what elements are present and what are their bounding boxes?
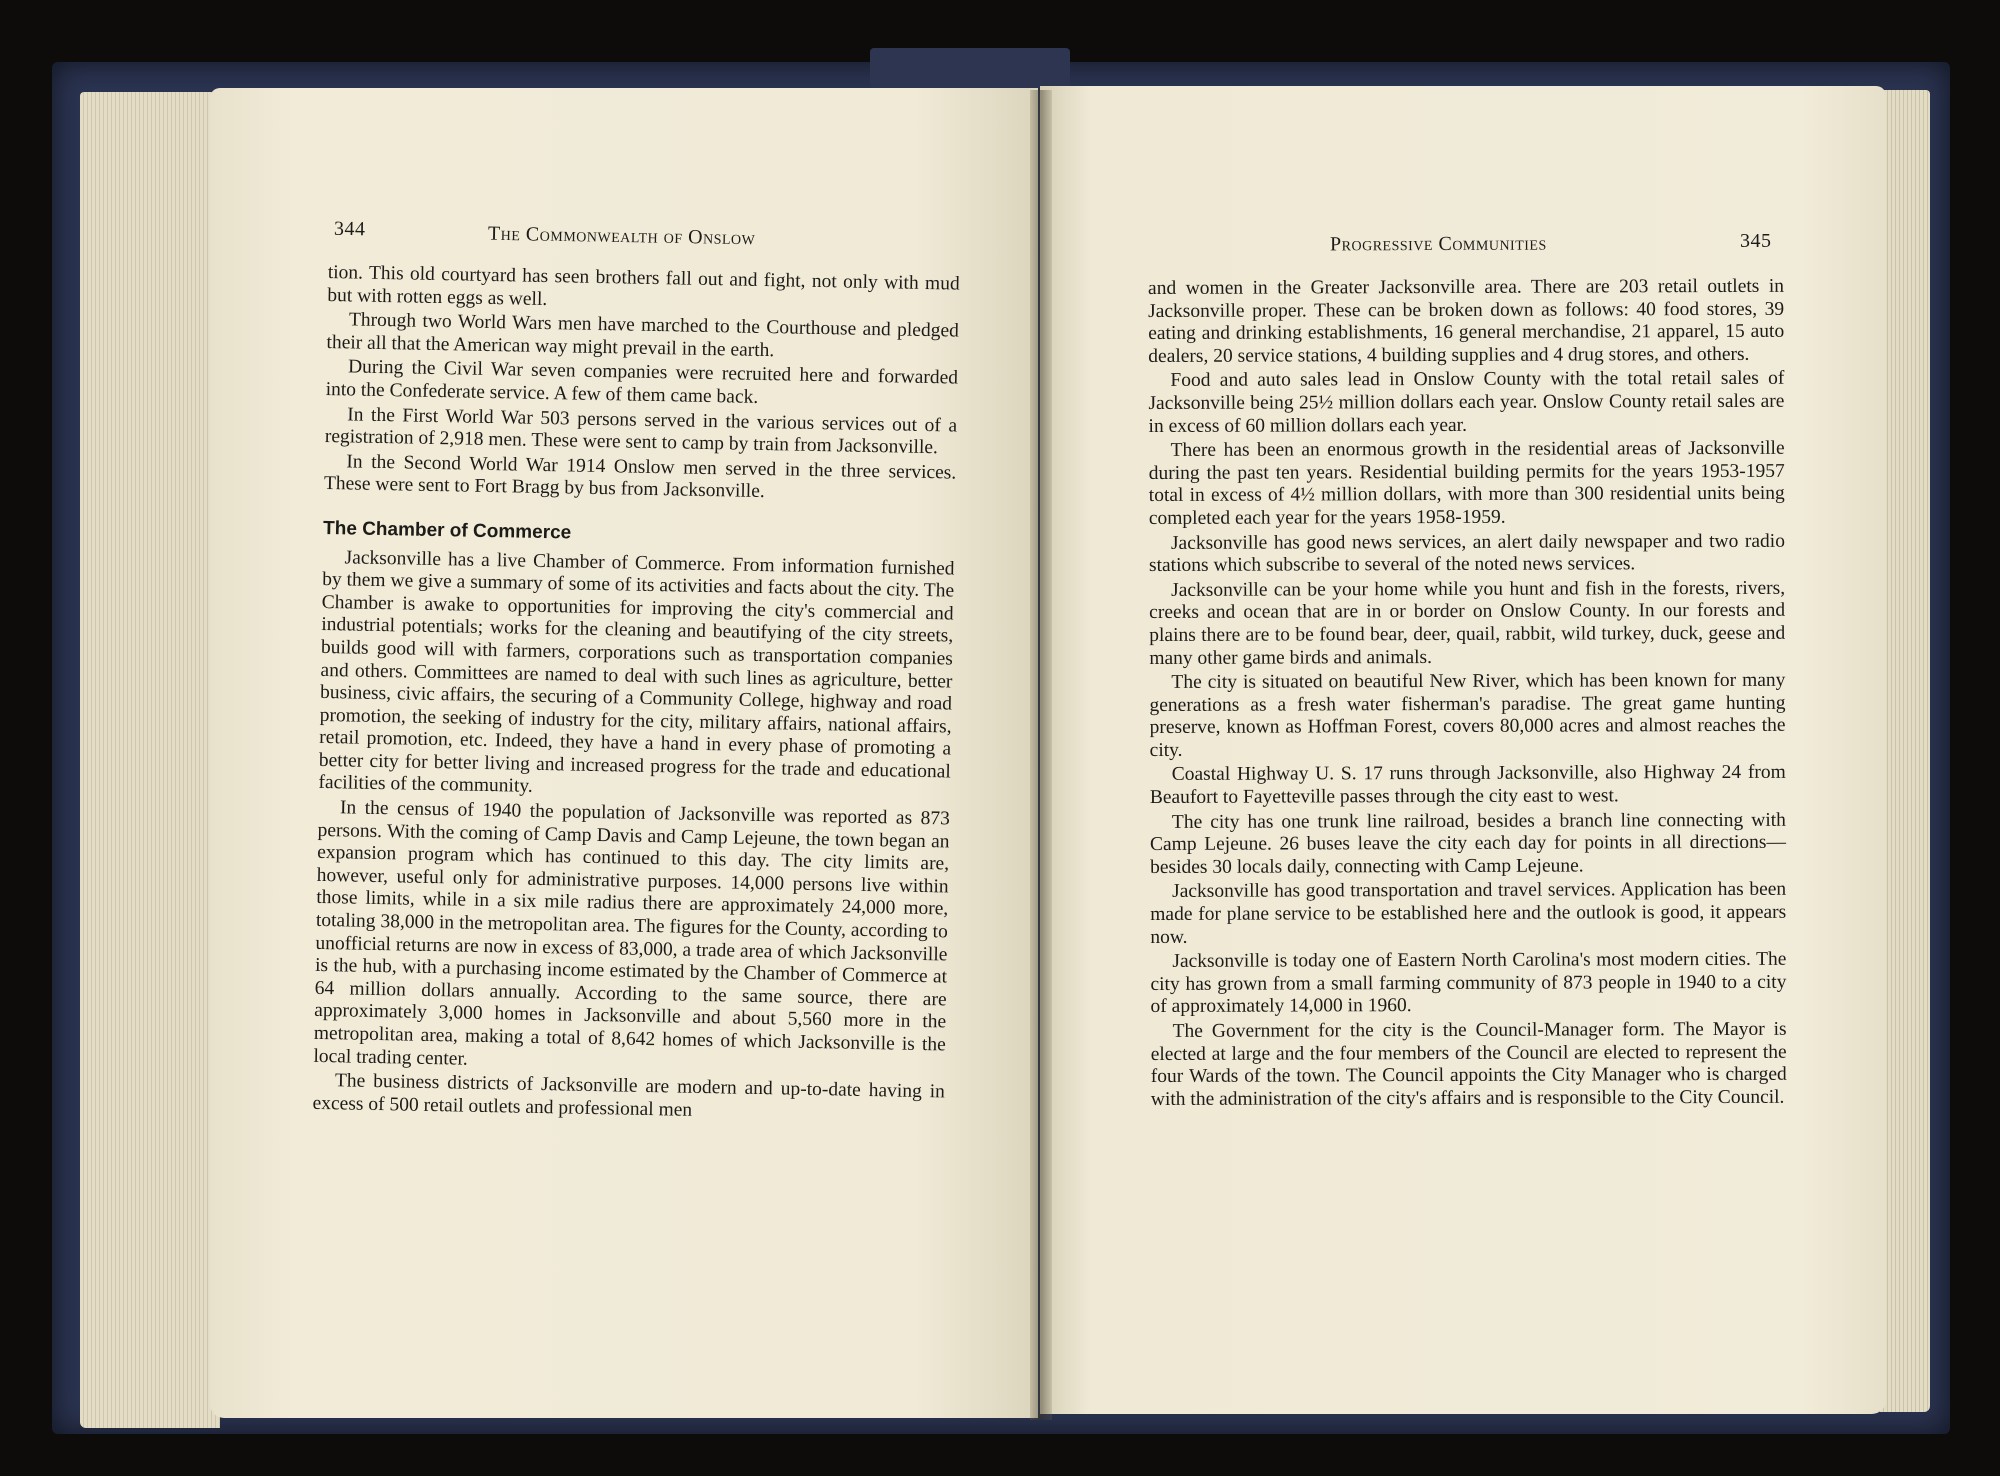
page-edges-left (80, 92, 220, 1428)
paragraph: In the census of 1940 the population of Jacksonville was reported as 873 persons. With the coming of Camp Davis and Camp Lejeune, the town began an expansion program which has continued to this day. The city limits are, however, useful only for administrative purposes. 14,000 persons live within those limits, while in a six mile radius there are approximately 24,000 more, totaling 38,000 in the metropolitan area. The figures for the County, according to unofficial returns are now in excess of 83,000, a trade area of which Jacksonville is the hub, with a purchasing income estimated by the Chamber of Commerce at 64 million dollars annually. According to the same source, there are approximately 3,000 homes in Jacksonville and about 5,560 more in the metropolitan area, making a total of 8,642 homes of which Jacksonville is the local trading center. (313, 797, 951, 1070)
paragraph: In the Second World War 1914 Onslow men served in the three services. These were sent to Fort Bragg by bus from Jacksonville. (323, 451, 957, 503)
paragraph: The city has one trunk line railroad, besides a branch line connecting with Camp Lejeune. 26 buses leave the city each day for points in all directions—besides 30 locals daily, connecting with Camp Lejeune. (1149, 809, 1787, 878)
paragraph: In the First World War 503 persons served in the various services out of a registration of 2,918 men. These were sent to camp by train from Jacksonville. (324, 403, 958, 459)
right-running-head: Progressive Communities (1329, 232, 1547, 256)
right-page-number: 345 (1740, 230, 1772, 252)
left-page-text (312, 262, 960, 1127)
paragraph: Food and auto sales lead in Onslow County with the total retail sales of Jacksonville being 25½ million dollars each year. Onslow County retail sales are in excess of 60 million dollars each year. (1148, 368, 1785, 437)
paragraph: Jacksonville can be your home while you hunt and fish in the forests, rivers, creeks and ocean that are in or border on Onslow County. In our forests and plains there are to be found bear, deer, quail, rabbit, wild turkey, duck, geese and many other game birds and animals. (1149, 577, 1786, 669)
paragraph: There has been an enormous growth in the residential areas of Jacksonville during the past ten years. Residential building permits for the years 1953-1957 total in excess of 4½ million dollars, with more than 300 residential units being completed each year for the years 1958-1959. (1148, 437, 1785, 529)
right-page-text (1148, 276, 1787, 1112)
paragraph: During the Civil War seven companies were recruited here and forwarded into the Confederate service. A few of them came back. (325, 356, 959, 408)
paragraph: The Government for the city is the Council-Manager form. The Mayor is elected at large and the four members of the Council are elected to represent the four Wards of the town. The Council appoints the City Manager who is charged with the administration of the city's affairs and is responsible to the City Council. (1150, 1018, 1787, 1110)
paragraph: Jacksonville has a live Chamber of Commerce. From information furnished by them we give a summary of some of its activities and facts about the city. The Chamber is awake to opportunities for improving the city's commercial and industrial potentials; works for the cleaning and beautifying of the city streets, builds good will with farmers, corporations such as transportation companies and others. Committees are named to deal with such lines as agriculture, better business, civic affairs, the securing of a Community College, highway and road promotion, the seeking of industry for the city, military affairs, national affairs, retail promotion, etc. Indeed, they have a hand in every phase of promoting a better city for better living and increased progress for the trade and educational facilities of the community. (318, 546, 955, 798)
book-spine (870, 48, 1070, 88)
paragraph: tion. This old courtyard has seen brothers fall out and fight, not only with mud but with rotten eggs as well. (327, 262, 960, 310)
book-gutter (1030, 90, 1052, 1420)
paragraph: The city is situated on beautiful New River, which has been known for many generations as a fresh water fisherman's paradise. The great game hunting preserve, known as Hoffman Forest, covers 80,000 acres and almost reaches the city. (1149, 669, 1786, 761)
section-heading: The Chamber of Commerce (322, 517, 572, 544)
paragraph: Jacksonville has good news services, an alert daily newspaper and two radio stations which subscribe to several of the noted news services. (1148, 530, 1785, 577)
paragraph: Through two World Wars men have marched to the Courthouse and pledged their all that the American way might prevail in the earth. (326, 309, 960, 361)
paragraph: Coastal Highway U. S. 17 runs through Jacksonville, also Highway 24 from Beaufort to Fayetteville passes through the city east to west. (1149, 762, 1786, 809)
paragraph: Jacksonville has good transportation and travel services. Application has been made for plane service to be established here and the outlook is good, it appears now. (1150, 879, 1787, 948)
paragraph: The business districts of Jacksonville are modern and up-to-date having in excess of 500 retail outlets and professional men (312, 1070, 946, 1121)
paragraph: and women in the Greater Jacksonville area. There are 203 retail outlets in Jacksonville proper. These can be broken down as follows: 40 food stores, 39 eating and drinking establishments, 16 general merchandise, 21 apparel, 15 auto dealers, 20 service stations, 4 building supplies and 4 drug stores, and others. (1148, 275, 1785, 367)
left-page-number: 344 (333, 217, 366, 241)
paragraph: Jacksonville is today one of Eastern North Carolina's most modern cities. The city has grown from a small farming community of 873 people in 1940 to a city of approximately 14,000 in 1960. (1150, 948, 1787, 1018)
page-edges-right (1880, 90, 1930, 1412)
left-running-head: The Commonwealth of Onslow (487, 222, 756, 250)
